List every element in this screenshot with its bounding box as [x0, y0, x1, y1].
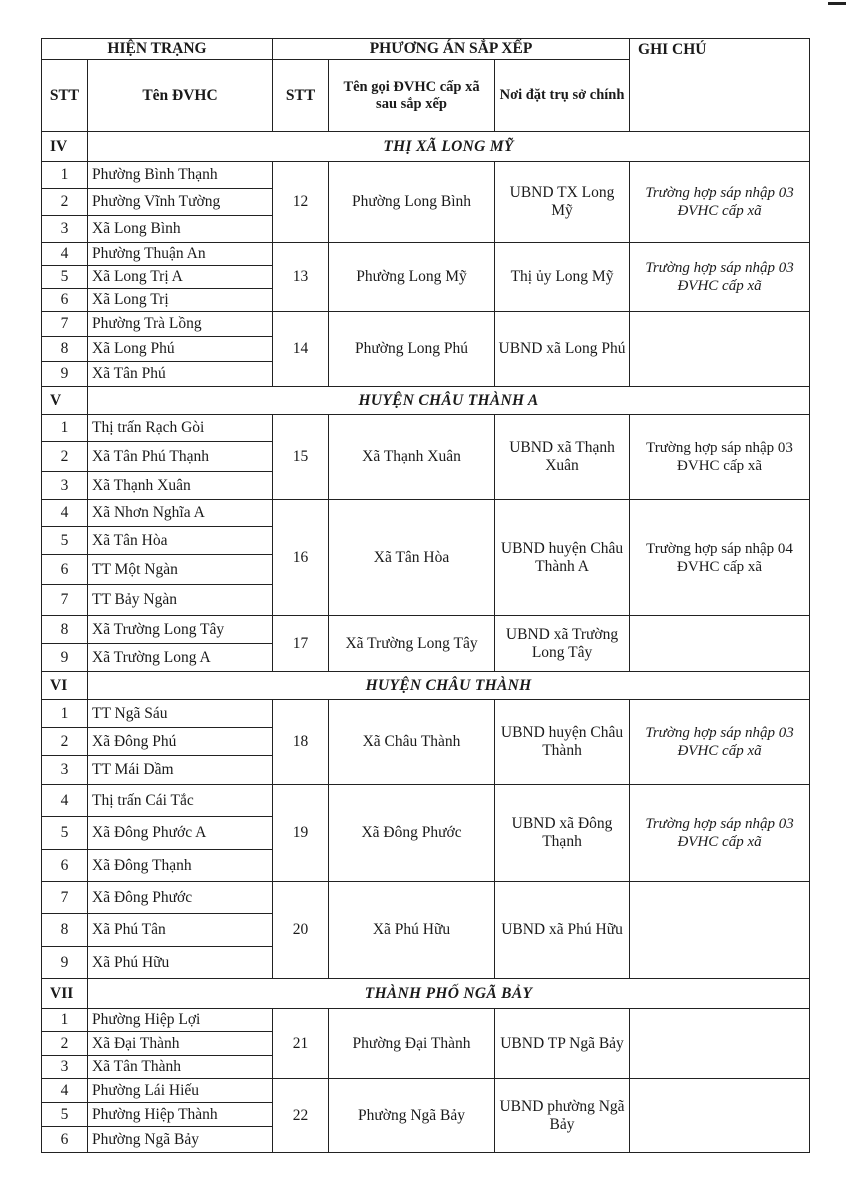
row-number: 6 — [42, 1127, 88, 1153]
group-vii — [42, 979, 810, 1153]
header-stt-2: STT — [273, 60, 329, 132]
unit-name: Xã Đại Thành — [88, 1032, 273, 1056]
new-stt: 12 — [273, 162, 329, 243]
note — [630, 1079, 810, 1153]
headquarters: Thị ủy Long Mỹ — [495, 243, 630, 312]
headquarters: UBND huyện Châu Thành — [495, 700, 630, 785]
new-stt: 16 — [273, 500, 329, 616]
row-number: 8 — [42, 616, 88, 644]
row-number: 4 — [42, 243, 88, 266]
row-number: 1 — [42, 162, 88, 189]
group-vi — [42, 672, 810, 979]
unit-name: Thị trấn Cái Tắc — [88, 785, 273, 817]
unit-name: TT Một Ngàn — [88, 555, 273, 585]
unit-name: Xã Long Trị — [88, 289, 273, 312]
headquarters: UBND xã Phú Hữu — [495, 882, 630, 979]
new-unit-name: Phường Long Phú — [329, 312, 495, 387]
row-number: 6 — [42, 850, 88, 882]
note — [630, 616, 810, 672]
row-number: 2 — [42, 1032, 88, 1056]
row-number: 9 — [42, 947, 88, 979]
row-number: 9 — [42, 644, 88, 672]
headquarters: UBND xã Thạnh Xuân — [495, 415, 630, 500]
corner-mark — [828, 2, 846, 5]
note — [630, 1009, 810, 1079]
row-number: 4 — [42, 1079, 88, 1103]
headquarters: UBND phường Ngã Bảy — [495, 1079, 630, 1153]
table-row — [42, 785, 810, 817]
new-unit-name: Phường Long Bình — [329, 162, 495, 243]
table-row — [42, 1009, 810, 1032]
header-stt: STT — [42, 60, 88, 132]
row-number: 5 — [42, 817, 88, 850]
unit-name: Xã Đông Thạnh — [88, 850, 273, 882]
group-title: HUYỆN CHÂU THÀNH A — [88, 387, 810, 415]
row-number: 3 — [42, 216, 88, 243]
group-title-row — [42, 979, 810, 1009]
table-row — [42, 162, 810, 189]
note: Trường hợp sáp nhập 03 ĐVHC cấp xã — [630, 700, 810, 785]
new-unit-name: Phường Ngã Bảy — [329, 1079, 495, 1153]
unit-name: TT Bảy Ngàn — [88, 585, 273, 616]
unit-name: Xã Tân Phú Thạnh — [88, 442, 273, 472]
unit-name: Phường Hiệp Lợi — [88, 1009, 273, 1032]
unit-name: Xã Long Phú — [88, 337, 273, 362]
unit-name: Xã Tân Phú — [88, 362, 273, 387]
header-ghi-chu: GHI CHÚ — [630, 39, 810, 132]
table-row — [42, 1079, 810, 1103]
unit-name: Phường Hiệp Thành — [88, 1103, 273, 1127]
unit-name: Xã Thạnh Xuân — [88, 472, 273, 500]
unit-name: Xã Trường Long Tây — [88, 616, 273, 644]
new-stt: 17 — [273, 616, 329, 672]
header-phuong-an: PHƯƠNG ÁN SẮP XẾP — [273, 39, 630, 60]
headquarters: UBND xã Đông Thạnh — [495, 785, 630, 882]
row-number: 3 — [42, 1056, 88, 1079]
new-unit-name: Phường Long Mỹ — [329, 243, 495, 312]
group-title-row — [42, 672, 810, 700]
row-number: 4 — [42, 500, 88, 527]
row-number: 5 — [42, 266, 88, 289]
header-row-top — [42, 39, 810, 60]
table-row — [42, 312, 810, 337]
unit-name: Xã Trường Long A — [88, 644, 273, 672]
table-row — [42, 500, 810, 527]
row-number: 4 — [42, 785, 88, 817]
header-noi-dat: Nơi đặt trụ sở chính — [495, 60, 630, 132]
row-number: 8 — [42, 337, 88, 362]
group-roman: IV — [42, 132, 88, 162]
unit-name: Phường Bình Thạnh — [88, 162, 273, 189]
new-stt: 22 — [273, 1079, 329, 1153]
table-row — [42, 243, 810, 266]
headquarters: UBND xã Trường Long Tây — [495, 616, 630, 672]
unit-name: Phường Thuận An — [88, 243, 273, 266]
note: Trường hợp sáp nhập 03 ĐVHC cấp xã — [630, 415, 810, 500]
new-stt: 18 — [273, 700, 329, 785]
row-number: 9 — [42, 362, 88, 387]
new-unit-name: Xã Châu Thành — [329, 700, 495, 785]
headquarters: UBND TP Ngã Bảy — [495, 1009, 630, 1079]
table-row — [42, 700, 810, 728]
row-number: 7 — [42, 312, 88, 337]
new-unit-name: Xã Phú Hữu — [329, 882, 495, 979]
unit-name: TT Mái Dầm — [88, 756, 273, 785]
note — [630, 312, 810, 387]
group-title-row — [42, 132, 810, 162]
group-v — [42, 387, 810, 672]
unit-name: TT Ngã Sáu — [88, 700, 273, 728]
row-number: 3 — [42, 756, 88, 785]
unit-name: Xã Đông Phước — [88, 882, 273, 914]
table-row — [42, 415, 810, 442]
new-unit-name: Xã Tân Hòa — [329, 500, 495, 616]
unit-name: Thị trấn Rạch Gòi — [88, 415, 273, 442]
row-number: 2 — [42, 442, 88, 472]
headquarters: UBND huyện Châu Thành A — [495, 500, 630, 616]
unit-name: Xã Nhơn Nghĩa A — [88, 500, 273, 527]
row-number: 5 — [42, 527, 88, 555]
new-unit-name: Xã Thạnh Xuân — [329, 415, 495, 500]
new-stt: 21 — [273, 1009, 329, 1079]
new-stt: 19 — [273, 785, 329, 882]
group-title-row — [42, 387, 810, 415]
row-number: 6 — [42, 555, 88, 585]
unit-name: Xã Tân Hòa — [88, 527, 273, 555]
row-number: 7 — [42, 882, 88, 914]
new-unit-name: Xã Đông Phước — [329, 785, 495, 882]
header-ten-goi: Tên gọi ĐVHC cấp xã sau sắp xếp — [329, 60, 495, 132]
group-title: HUYỆN CHÂU THÀNH — [88, 672, 810, 700]
unit-name: Xã Phú Tân — [88, 914, 273, 947]
row-number: 1 — [42, 1009, 88, 1032]
note: Trường hợp sáp nhập 03 ĐVHC cấp xã — [630, 162, 810, 243]
unit-name: Xã Phú Hữu — [88, 947, 273, 979]
unit-name: Xã Đông Phú — [88, 728, 273, 756]
note — [630, 882, 810, 979]
group-roman: VII — [42, 979, 88, 1009]
unit-name: Xã Tân Thành — [88, 1056, 273, 1079]
table-row — [42, 616, 810, 644]
row-number: 6 — [42, 289, 88, 312]
new-stt: 14 — [273, 312, 329, 387]
unit-name: Phường Lái Hiếu — [88, 1079, 273, 1103]
group-roman: V — [42, 387, 88, 415]
row-number: 2 — [42, 728, 88, 756]
group-roman: VI — [42, 672, 88, 700]
unit-name: Xã Long Bình — [88, 216, 273, 243]
headquarters: UBND xã Long Phú — [495, 312, 630, 387]
header-ten-dvhc: Tên ĐVHC — [88, 60, 273, 132]
row-number: 5 — [42, 1103, 88, 1127]
table-row — [42, 882, 810, 914]
unit-name: Xã Đông Phước A — [88, 817, 273, 850]
row-number: 3 — [42, 472, 88, 500]
merger-table — [41, 38, 810, 1153]
new-stt: 13 — [273, 243, 329, 312]
unit-name: Phường Vĩnh Tường — [88, 189, 273, 216]
note: Trường hợp sáp nhập 03 ĐVHC cấp xã — [630, 785, 810, 882]
row-number: 1 — [42, 415, 88, 442]
new-stt: 20 — [273, 882, 329, 979]
new-unit-name: Phường Đại Thành — [329, 1009, 495, 1079]
row-number: 7 — [42, 585, 88, 616]
group-title: THÀNH PHỐ NGÃ BẢY — [88, 979, 810, 1009]
note: Trường hợp sáp nhập 03 ĐVHC cấp xã — [630, 243, 810, 312]
group-title: THỊ XÃ LONG MỸ — [88, 132, 810, 162]
unit-name: Phường Trà Lồng — [88, 312, 273, 337]
new-unit-name: Xã Trường Long Tây — [329, 616, 495, 672]
unit-name: Xã Long Trị A — [88, 266, 273, 289]
group-iv — [42, 132, 810, 387]
new-stt: 15 — [273, 415, 329, 500]
row-number: 1 — [42, 700, 88, 728]
unit-name: Phường Ngã Bảy — [88, 1127, 273, 1153]
headquarters: UBND TX Long Mỹ — [495, 162, 630, 243]
note: Trường hợp sáp nhập 04 ĐVHC cấp xã — [630, 500, 810, 616]
header-hien-trang: HIỆN TRẠNG — [42, 39, 273, 60]
row-number: 2 — [42, 189, 88, 216]
row-number: 8 — [42, 914, 88, 947]
